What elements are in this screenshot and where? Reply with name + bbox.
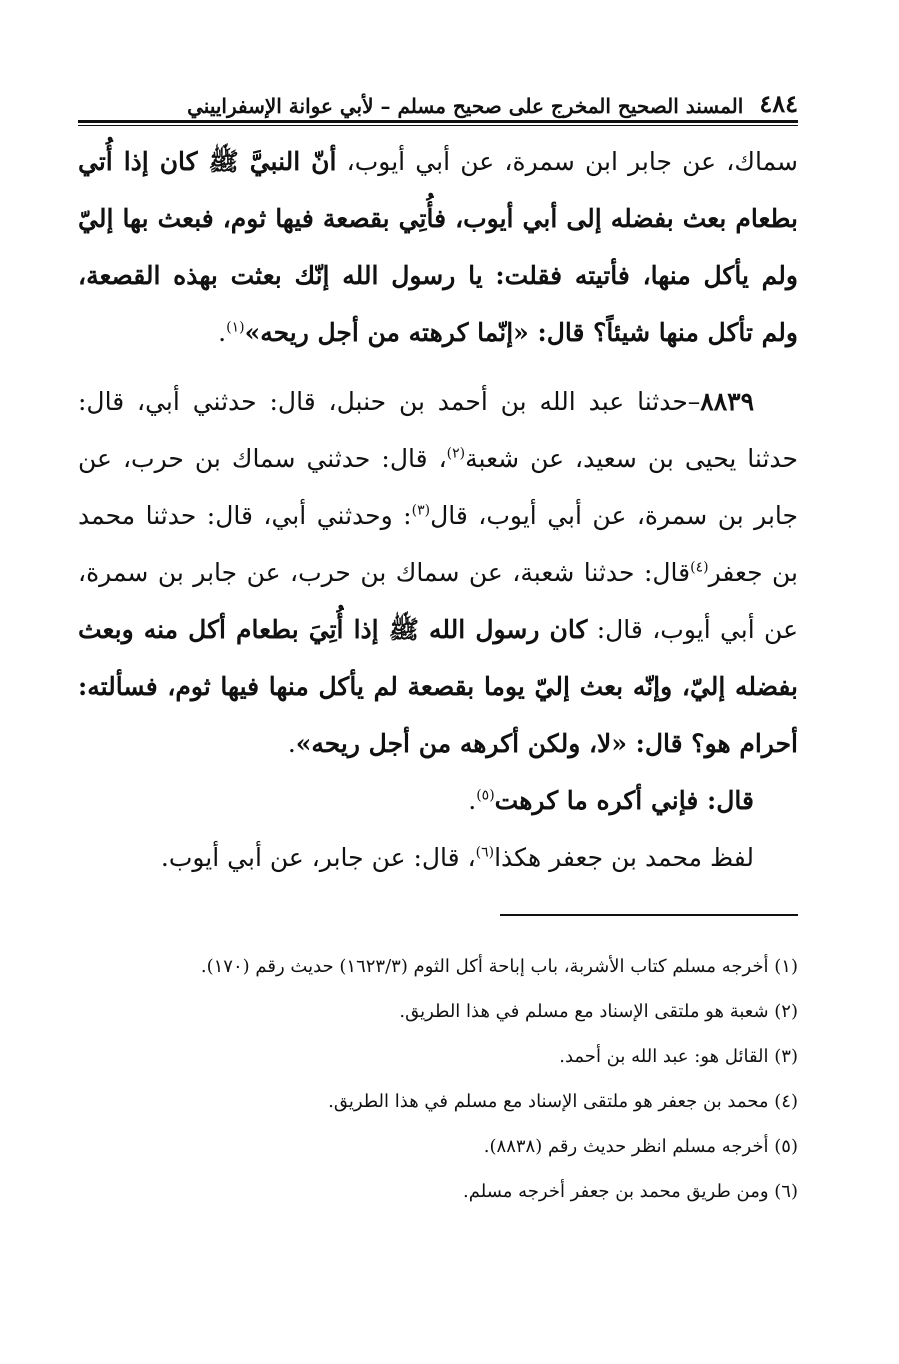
text-run: ، قال: عن جابر، عن أبي أيوب. [160, 843, 476, 872]
footnote-ref: (٢) [446, 445, 466, 462]
footnote-ref: (٦) [475, 844, 495, 861]
text-run: قال: حدثنا شعبة، عن سماك بن حرب، عن جابر بن سمرة، عن أبي أيوب، قال: [78, 558, 798, 644]
footnote-6: (٦) ومن طريق محمد بن جعفر أخرجه مسلم. [463, 1181, 798, 1202]
paragraph-1 [78, 133, 798, 361]
footnote-separator [500, 914, 798, 916]
footnote-4: (٤) محمد بن جعفر هو ملتقى الإسناد مع مسلم في هذا الطريق. [328, 1091, 798, 1112]
header-rule-thin [78, 125, 798, 126]
paragraph-2 [78, 373, 798, 772]
footnote-3: (٣) القائل هو: عبد الله بن أحمد. [559, 1046, 798, 1067]
text-run: ، قال: حدثني سماك بن حرب، عن جابر بن سمرة، عن أبي أيوب، قال [78, 444, 798, 530]
hadith-number: ٨٨٣٩ [700, 387, 754, 416]
hadith-text: كان رسول الله ﷺ إذا أُتِيَ بطعام أكل منه وبعث بفضله إليّ، وإنّه بعث إليّ يوما بقصعة لم يأكل منها فيها ثوم، فسألته: أحرام هو؟ قال: «لا، ولكن أكرهه من أجل ريحه» [78, 615, 798, 758]
text-run: –حدثنا عبد الله بن أحمد بن حنبل، قال: حدثني أبي، قال: حدثنا يحيى بن سعيد، عن شعبة [78, 387, 799, 473]
text-run: . [218, 318, 227, 347]
text-run: : وحدثني أبي، قال: حدثنا محمد بن جعفر [78, 501, 799, 587]
paragraph-4 [78, 829, 798, 886]
hadith-text: أنّ النبيَّ ﷺ كان إذا أُتي بطعام بعث بفضله إلى أبي أيوب، فأُتِي بقصعة فيها ثوم، فبعث بها إليّ ولم يأكل منها، فأتيته فقلت: يا رسول الله إنّك بعثت بهذه القصعة، ولم تأكل منها شيئاً؟ قال: «إنّما كرهته من أجل ريحه» [78, 147, 798, 347]
paragraph-3 [78, 772, 798, 829]
hadith-text: قال: فإني أكره ما كرهت [494, 786, 754, 815]
text-run: سماك، عن جابر ابن سمرة، عن أبي أيوب، [336, 147, 798, 176]
text-run: لفظ محمد بن جعفر هكذا [494, 843, 754, 872]
main-text [78, 133, 798, 886]
page-header [78, 84, 798, 118]
page-number: ٤٨٤ [759, 89, 798, 118]
footnote-2: (٢) شعبة هو ملتقى الإسناد مع مسلم في هذا الطريق. [399, 1001, 798, 1022]
footnotes [78, 944, 798, 1214]
footnote-ref: (٥) [476, 787, 495, 804]
footnote-5: (٥) أخرجه مسلم انظر حديث رقم (٨٨٣٨). [483, 1136, 798, 1157]
header-rule [78, 120, 798, 123]
text-run: . [468, 786, 477, 815]
footnote-1: (١) أخرجه مسلم كتاب الأشربة، باب إباحة أكل الثوم (١٦٢٣/٣) حديث رقم (١٧٠). [200, 956, 798, 977]
footnote-ref: (٤) [690, 559, 709, 576]
footnote-ref: (٣) [411, 502, 431, 519]
text-run: . [287, 729, 296, 758]
running-title: المسند الصحيح المخرج على صحيح مسلم – لأبي عوانة الإسفراييني [187, 94, 744, 118]
footnote-ref: (١) [226, 319, 245, 336]
